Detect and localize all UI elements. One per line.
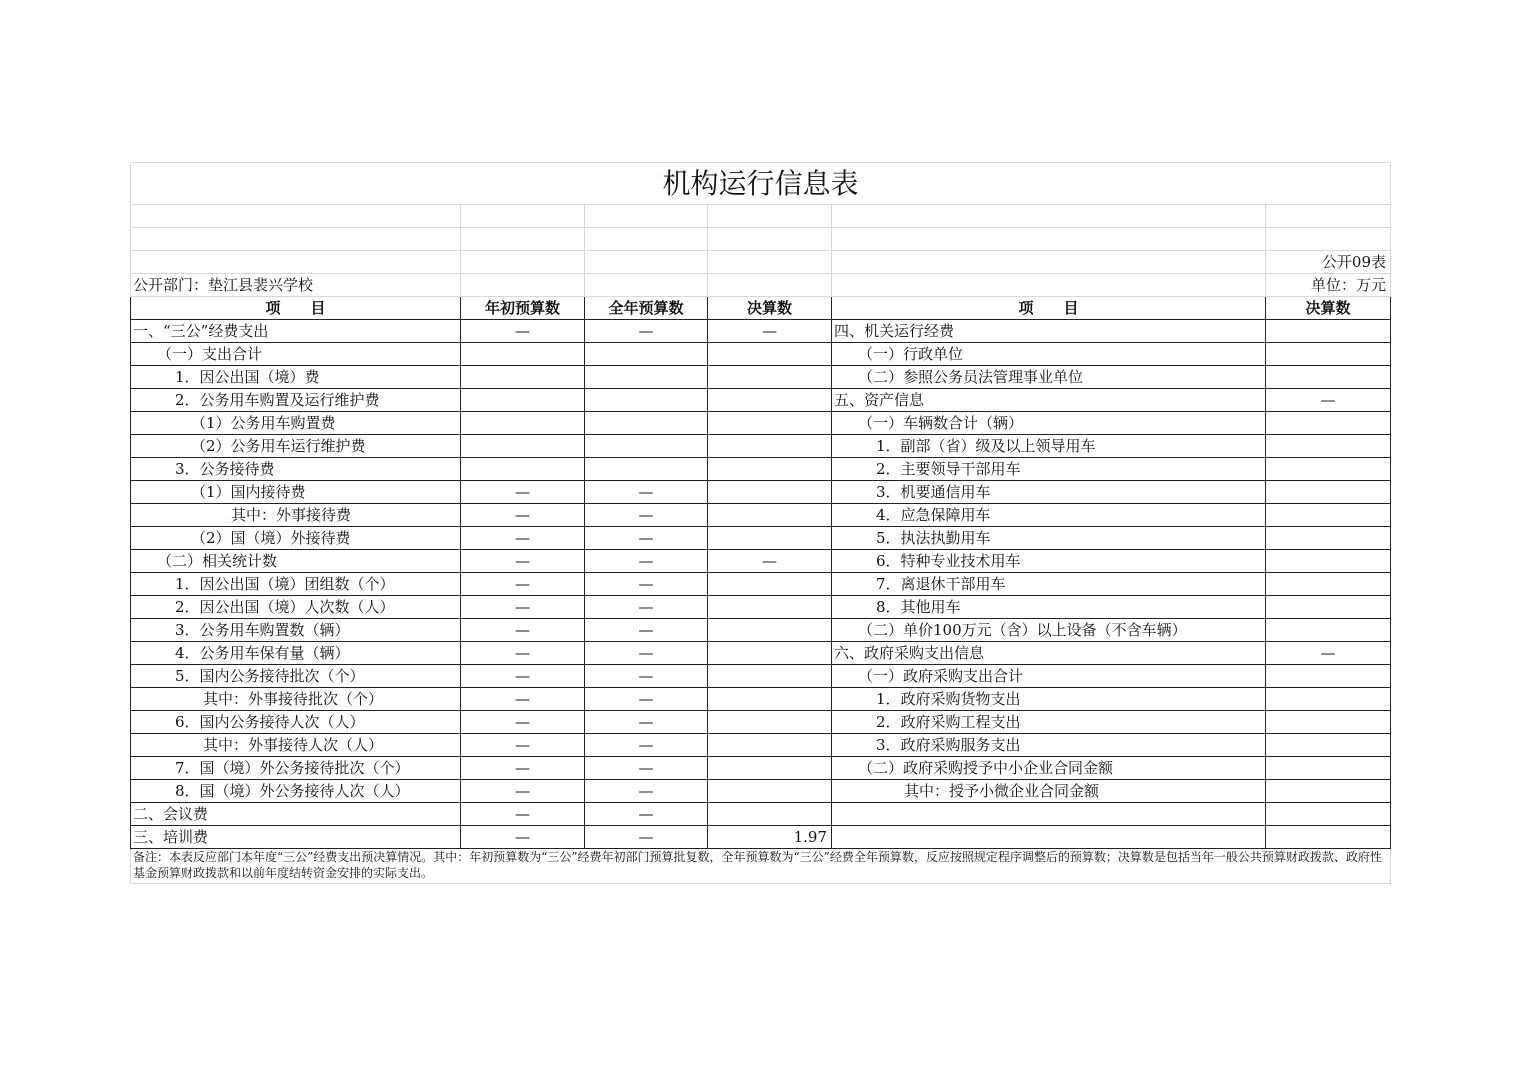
row-label-right: 五、资产信息: [832, 389, 1266, 412]
table-number: 公开09表: [1266, 251, 1391, 274]
row-label-right: （一）政府采购支出合计: [832, 665, 1266, 688]
final-account-cell: [708, 366, 832, 389]
final-account-right-cell: [1266, 803, 1391, 826]
row-label-left: 4．公务用车保有量（辆）: [131, 642, 461, 665]
annual-budget-cell: —: [585, 481, 708, 504]
table-row: [131, 320, 1391, 343]
initial-budget-cell: —: [461, 688, 585, 711]
initial-budget-cell: —: [461, 757, 585, 780]
table-row: [131, 366, 1391, 389]
row-label-left: （一）支出合计: [131, 343, 461, 366]
row-label-left: 3．公务接待费: [131, 458, 461, 481]
table-row: [131, 481, 1391, 504]
row-label-left: （1）国内接待费: [131, 481, 461, 504]
final-account-right-cell: [1266, 573, 1391, 596]
initial-budget-cell: [461, 366, 585, 389]
final-account-cell: [708, 803, 832, 826]
row-label-right: 2．主要领导干部用车: [832, 458, 1266, 481]
row-label-right: （二）单价100万元（含）以上设备（不含车辆）: [832, 619, 1266, 642]
row-label-right: （一）车辆数合计（辆）: [832, 412, 1266, 435]
table-row: [131, 504, 1391, 527]
initial-budget-cell: —: [461, 527, 585, 550]
table-row: [131, 711, 1391, 734]
annual-budget-cell: —: [585, 780, 708, 803]
annual-budget-cell: —: [585, 619, 708, 642]
initial-budget-cell: —: [461, 596, 585, 619]
final-account-right-cell: [1266, 826, 1391, 849]
row-label-right: （二）政府采购授予中小企业合同金额: [832, 757, 1266, 780]
final-account-right-cell: [1266, 688, 1391, 711]
row-label-left: 其中：外事接待费: [131, 504, 461, 527]
row-label-right: 1．政府采购货物支出: [832, 688, 1266, 711]
table-row: [131, 826, 1391, 849]
final-account-cell: [708, 527, 832, 550]
final-account-right-cell: [1266, 412, 1391, 435]
final-account-cell: [708, 757, 832, 780]
table-row: [131, 665, 1391, 688]
annual-budget-cell: [585, 435, 708, 458]
table-row: [131, 412, 1391, 435]
row-label-left: （1）公务用车购置费: [131, 412, 461, 435]
header-item-left: 项 目: [131, 297, 461, 320]
row-label-right: 3．机要通信用车: [832, 481, 1266, 504]
final-account-right-cell: [1266, 550, 1391, 573]
final-account-right-cell: [1266, 711, 1391, 734]
initial-budget-cell: —: [461, 573, 585, 596]
initial-budget-cell: —: [461, 320, 585, 343]
final-account-right-cell: [1266, 504, 1391, 527]
initial-budget-cell: —: [461, 711, 585, 734]
final-account-right-cell: —: [1266, 389, 1391, 412]
initial-budget-cell: —: [461, 826, 585, 849]
final-account-right-cell: —: [1266, 642, 1391, 665]
row-label-right: 1．副部（省）级及以上领导用车: [832, 435, 1266, 458]
initial-budget-cell: [461, 435, 585, 458]
table-row: [131, 343, 1391, 366]
table-row: [131, 435, 1391, 458]
header-final-account-right: 决算数: [1266, 297, 1391, 320]
report-table: [130, 162, 1391, 884]
row-label-left: 三、培训费: [131, 826, 461, 849]
row-label-left: 2．因公出国（境）人次数（人）: [131, 596, 461, 619]
table-row: [131, 596, 1391, 619]
row-label-left: 5．国内公务接待批次（个）: [131, 665, 461, 688]
footnote: 备注：本表反应部门本年度“三公”经费支出预决算情况。其中：年初预算数为“三公”经费年初部门预算批复数，全年预算数为“三公”经费全年预算数，反应按照规定程序调整后的预算数；决算数是包括当年一般公共预算财政拨款、政府性基金预算财政拨款和以前年度结转资金安排的实际支出。: [131, 849, 1391, 884]
final-account-right-cell: [1266, 734, 1391, 757]
table-row: [131, 780, 1391, 803]
row-label-right: （二）参照公务员法管理事业单位: [832, 366, 1266, 389]
final-account-right-cell: [1266, 435, 1391, 458]
row-label-left: （二）相关统计数: [131, 550, 461, 573]
annual-budget-cell: —: [585, 711, 708, 734]
final-account-cell: [708, 642, 832, 665]
row-label-left: 1．因公出国（境）团组数（个）: [131, 573, 461, 596]
row-label-left: 其中：外事接待人次（人）: [131, 734, 461, 757]
final-account-right-cell: [1266, 320, 1391, 343]
annual-budget-cell: [585, 389, 708, 412]
annual-budget-cell: —: [585, 734, 708, 757]
row-label-right: 2．政府采购工程支出: [832, 711, 1266, 734]
annual-budget-cell: —: [585, 504, 708, 527]
final-account-cell: [708, 389, 832, 412]
row-label-left: 一、“三公”经费支出: [131, 320, 461, 343]
annual-budget-cell: —: [585, 527, 708, 550]
page-title: 机构运行信息表: [131, 163, 1391, 205]
row-label-right: 6．特种专业技术用车: [832, 550, 1266, 573]
final-account-right-cell: [1266, 458, 1391, 481]
initial-budget-cell: —: [461, 642, 585, 665]
table-row: [131, 734, 1391, 757]
final-account-right-cell: [1266, 343, 1391, 366]
final-account-cell: [708, 711, 832, 734]
final-account-cell: [708, 734, 832, 757]
department-label: 公开部门：垫江县裴兴学校: [131, 274, 461, 297]
final-account-cell: [708, 343, 832, 366]
final-account-right-cell: [1266, 780, 1391, 803]
initial-budget-cell: —: [461, 550, 585, 573]
final-account-cell: 1.97: [708, 826, 832, 849]
header-item-right: 项 目: [832, 297, 1266, 320]
table-row: [131, 642, 1391, 665]
final-account-cell: [708, 504, 832, 527]
table-row: [131, 688, 1391, 711]
row-label-right: 3．政府采购服务支出: [832, 734, 1266, 757]
final-account-right-cell: [1266, 481, 1391, 504]
header-annual-budget: 全年预算数: [585, 297, 708, 320]
table-row: [131, 619, 1391, 642]
annual-budget-cell: —: [585, 642, 708, 665]
table-row: [131, 757, 1391, 780]
table-row: [131, 527, 1391, 550]
row-label-left: 3．公务用车购置数（辆）: [131, 619, 461, 642]
header-initial-budget: 年初预算数: [461, 297, 585, 320]
table-row: [131, 458, 1391, 481]
final-account-cell: [708, 688, 832, 711]
final-account-cell: [708, 481, 832, 504]
row-label-left: 8．国（境）外公务接待人次（人）: [131, 780, 461, 803]
annual-budget-cell: [585, 343, 708, 366]
row-label-right: 5．执法执勤用车: [832, 527, 1266, 550]
row-label-left: （2）公务用车运行维护费: [131, 435, 461, 458]
initial-budget-cell: —: [461, 734, 585, 757]
initial-budget-cell: [461, 343, 585, 366]
initial-budget-cell: —: [461, 803, 585, 826]
row-label-left: （2）国（境）外接待费: [131, 527, 461, 550]
row-label-left: 其中：外事接待批次（个）: [131, 688, 461, 711]
final-account-right-cell: [1266, 596, 1391, 619]
row-label-right: 4．应急保障用车: [832, 504, 1266, 527]
initial-budget-cell: [461, 389, 585, 412]
annual-budget-cell: —: [585, 803, 708, 826]
final-account-cell: [708, 458, 832, 481]
final-account-cell: [708, 619, 832, 642]
final-account-cell: [708, 665, 832, 688]
annual-budget-cell: —: [585, 320, 708, 343]
table-row: [131, 550, 1391, 573]
final-account-cell: [708, 412, 832, 435]
final-account-right-cell: [1266, 757, 1391, 780]
final-account-cell: [708, 435, 832, 458]
unit-label: 单位：万元: [1266, 274, 1391, 297]
row-label-right: 8．其他用车: [832, 596, 1266, 619]
row-label-left: 二、会议费: [131, 803, 461, 826]
annual-budget-cell: [585, 458, 708, 481]
final-account-right-cell: [1266, 527, 1391, 550]
row-label-right: 四、机关运行经费: [832, 320, 1266, 343]
final-account-right-cell: [1266, 619, 1391, 642]
row-label-right: 其中：授予小微企业合同金额: [832, 780, 1266, 803]
final-account-right-cell: [1266, 366, 1391, 389]
initial-budget-cell: [461, 412, 585, 435]
annual-budget-cell: —: [585, 550, 708, 573]
row-label-right: [832, 803, 1266, 826]
annual-budget-cell: —: [585, 757, 708, 780]
annual-budget-cell: —: [585, 573, 708, 596]
annual-budget-cell: —: [585, 688, 708, 711]
row-label-left: 6．国内公务接待人次（人）: [131, 711, 461, 734]
row-label-right: 7．离退休干部用车: [832, 573, 1266, 596]
initial-budget-cell: [461, 458, 585, 481]
annual-budget-cell: —: [585, 596, 708, 619]
row-label-left: 2．公务用车购置及运行维护费: [131, 389, 461, 412]
report-sheet: [130, 162, 1390, 884]
final-account-cell: [708, 573, 832, 596]
table-row: [131, 573, 1391, 596]
row-label-left: 7．国（境）外公务接待批次（个）: [131, 757, 461, 780]
table-row: [131, 389, 1391, 412]
annual-budget-cell: [585, 366, 708, 389]
final-account-cell: [708, 596, 832, 619]
initial-budget-cell: —: [461, 665, 585, 688]
final-account-cell: —: [708, 320, 832, 343]
table-row: [131, 803, 1391, 826]
annual-budget-cell: —: [585, 665, 708, 688]
header-final-account: 决算数: [708, 297, 832, 320]
row-label-right: [832, 826, 1266, 849]
initial-budget-cell: —: [461, 481, 585, 504]
initial-budget-cell: —: [461, 619, 585, 642]
final-account-right-cell: [1266, 665, 1391, 688]
annual-budget-cell: —: [585, 826, 708, 849]
annual-budget-cell: [585, 412, 708, 435]
final-account-cell: —: [708, 550, 832, 573]
initial-budget-cell: —: [461, 504, 585, 527]
row-label-left: 1．因公出国（境）费: [131, 366, 461, 389]
row-label-right: （一）行政单位: [832, 343, 1266, 366]
row-label-right: 六、政府采购支出信息: [832, 642, 1266, 665]
final-account-cell: [708, 780, 832, 803]
initial-budget-cell: —: [461, 780, 585, 803]
